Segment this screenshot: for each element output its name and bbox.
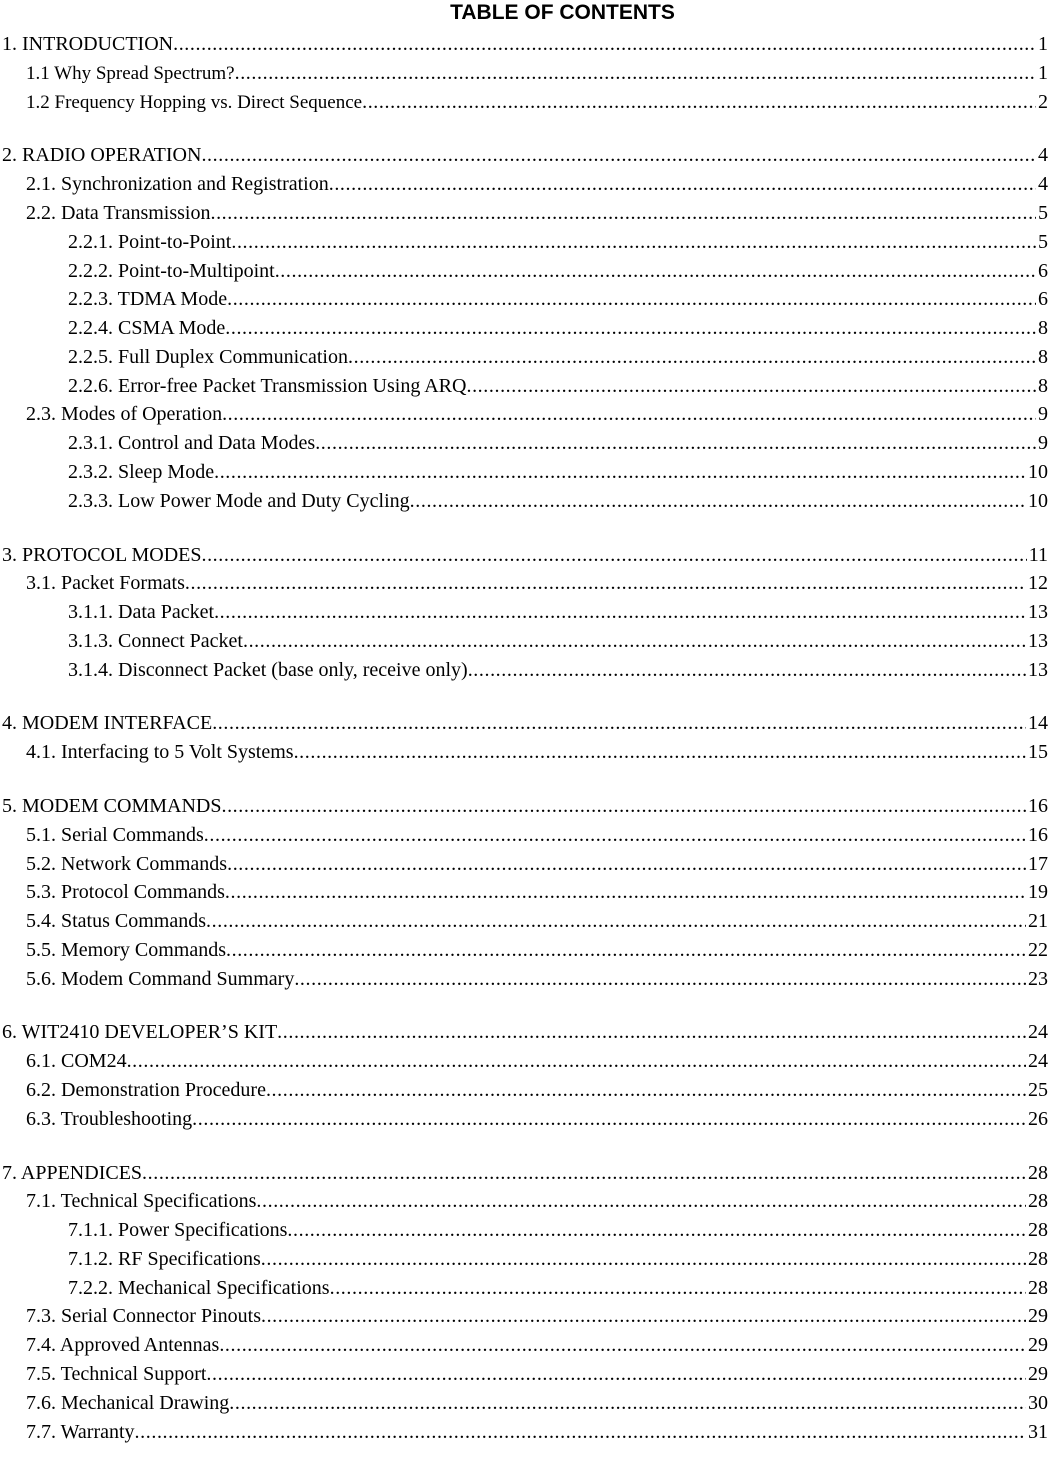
toc-entry-label: 2. RADIO OPERATION bbox=[2, 144, 202, 167]
toc-entry-level-2[interactable] bbox=[26, 907, 1048, 935]
toc-entry-level-1[interactable] bbox=[2, 1018, 1048, 1046]
toc-entry-label: 2.2.4. CSMA Mode bbox=[68, 317, 226, 339]
toc-entry-level-1[interactable] bbox=[2, 1159, 1048, 1187]
dot-leader bbox=[261, 1245, 1026, 1273]
toc-entry-label: 3.1. Packet Formats bbox=[26, 572, 185, 595]
toc-entry-level-3[interactable] bbox=[68, 487, 1048, 515]
toc-entry-level-3[interactable] bbox=[68, 314, 1048, 342]
toc-page-number: 9 bbox=[1038, 432, 1048, 455]
dot-leader bbox=[330, 1274, 1026, 1302]
toc-entry-label: 2.3.3. Low Power Mode and Duty Cycling bbox=[68, 489, 410, 512]
toc-entry-level-3[interactable] bbox=[68, 1216, 1048, 1244]
dot-leader bbox=[201, 541, 1026, 569]
dot-leader bbox=[362, 88, 1036, 116]
toc-entry-label: 2.2.1. Point-to-Point bbox=[68, 230, 232, 253]
toc-entry-level-2[interactable] bbox=[26, 1389, 1048, 1417]
toc-entry-label: 2.2.2. Point-to-Multipoint bbox=[68, 259, 275, 282]
toc-entry-level-2[interactable] bbox=[26, 170, 1048, 198]
toc-entry-label: 2.1. Synchronization and Registration bbox=[26, 173, 329, 196]
dot-leader bbox=[214, 458, 1026, 486]
toc-entry-label: 6.2. Demonstration Procedure bbox=[26, 1079, 266, 1101]
toc-entry-level-3[interactable] bbox=[68, 429, 1048, 457]
toc-entry-label: 2.2.3. TDMA Mode bbox=[68, 288, 228, 311]
toc-entry-label: 1. INTRODUCTION bbox=[2, 33, 174, 55]
toc-entry-level-2[interactable] bbox=[26, 88, 1048, 116]
toc-entry-level-2[interactable] bbox=[26, 850, 1048, 878]
toc-entry-level-2[interactable] bbox=[26, 1418, 1048, 1446]
toc-entry-level-3[interactable] bbox=[68, 627, 1048, 655]
dot-leader bbox=[235, 59, 1036, 87]
toc-entry-label: 7.2.2. Mechanical Specifications bbox=[68, 1276, 330, 1299]
toc-entry-level-1[interactable] bbox=[2, 541, 1048, 569]
toc-page-number: 11 bbox=[1028, 543, 1048, 566]
toc-entry-label: 6. WIT2410 DEVELOPER’S KIT bbox=[2, 1021, 278, 1044]
toc-entry-level-1[interactable] bbox=[2, 709, 1048, 737]
toc-page-number: 28 bbox=[1028, 1190, 1048, 1213]
toc-entry-label: 7.6. Mechanical Drawing bbox=[26, 1391, 230, 1414]
dot-leader bbox=[256, 1187, 1026, 1215]
toc-entry-label: 5.2. Network Commands bbox=[26, 852, 228, 875]
dot-leader bbox=[201, 141, 1036, 169]
toc-entry-level-3[interactable] bbox=[68, 598, 1048, 626]
dot-leader bbox=[231, 228, 1036, 256]
dot-leader bbox=[204, 821, 1026, 849]
toc-entry-label: 4.1. Interfacing to 5 Volt Systems bbox=[26, 741, 294, 764]
toc-page-number: 22 bbox=[1028, 938, 1048, 961]
dot-leader bbox=[468, 656, 1026, 684]
toc-entry-level-2[interactable] bbox=[26, 1331, 1048, 1359]
dot-leader bbox=[221, 792, 1026, 820]
toc-entry-label: 2.3. Modes of Operation bbox=[26, 403, 223, 426]
toc-entry-level-2[interactable] bbox=[26, 1105, 1048, 1133]
toc-entry-level-2[interactable] bbox=[26, 1047, 1048, 1075]
dot-leader bbox=[315, 429, 1036, 457]
dot-leader bbox=[127, 1047, 1026, 1075]
toc-entry-label: 5.1. Serial Commands bbox=[26, 823, 204, 846]
toc-page-number: 16 bbox=[1028, 823, 1048, 846]
toc-entry-level-1[interactable] bbox=[2, 141, 1048, 169]
toc-entry-label: 2.3.2. Sleep Mode bbox=[68, 460, 215, 483]
dot-leader bbox=[294, 965, 1026, 993]
toc-page-number: 15 bbox=[1028, 741, 1048, 764]
toc-entry-label: 7.4. Approved Antennas bbox=[26, 1334, 220, 1357]
toc-entry-label: 7.3. Serial Connector Pinouts bbox=[26, 1305, 261, 1328]
toc-page-number: 9 bbox=[1038, 403, 1048, 426]
toc-entry-level-2[interactable] bbox=[26, 738, 1048, 766]
dot-leader bbox=[135, 1418, 1026, 1446]
toc-entry-level-2[interactable] bbox=[26, 965, 1048, 993]
toc-page-number: 19 bbox=[1028, 881, 1048, 904]
toc-entry-label: 7.5. Technical Support bbox=[26, 1363, 207, 1385]
toc-entry-level-3[interactable] bbox=[68, 458, 1048, 486]
dot-leader bbox=[243, 627, 1026, 655]
toc-entry-label: 4. MODEM INTERFACE bbox=[2, 712, 213, 735]
dot-leader bbox=[294, 738, 1026, 766]
toc-entry-level-2[interactable] bbox=[26, 936, 1048, 964]
toc-page-number: 16 bbox=[1028, 794, 1048, 817]
toc-page-number: 2 bbox=[1038, 90, 1048, 113]
toc-page-number: 28 bbox=[1028, 1161, 1048, 1184]
dot-leader bbox=[329, 170, 1036, 198]
page-title: TABLE OF CONTENTS bbox=[450, 1, 675, 24]
toc-entry-label: 7.1.1. Power Specifications bbox=[68, 1219, 288, 1242]
dot-leader bbox=[227, 285, 1036, 313]
toc-entry-label: 7. APPENDICES bbox=[2, 1161, 143, 1184]
toc-page-number: 13 bbox=[1028, 629, 1048, 652]
toc-entry-label: 2.2.5. Full Duplex Communication bbox=[68, 345, 348, 368]
toc-entry-label: 7.1. Technical Specifications bbox=[26, 1190, 257, 1213]
toc-entry-level-3[interactable] bbox=[68, 228, 1048, 256]
dot-leader bbox=[277, 1018, 1026, 1046]
toc-entry-label: 7.1.2. RF Specifications bbox=[68, 1247, 261, 1270]
toc-page-number: 14 bbox=[1028, 712, 1048, 735]
toc-page-number: 28 bbox=[1028, 1219, 1048, 1242]
toc-page-number: 26 bbox=[1028, 1107, 1048, 1130]
toc-entry-label: 5.3. Protocol Commands bbox=[26, 881, 225, 904]
toc-page-number: 4 bbox=[1038, 144, 1048, 167]
dot-leader bbox=[225, 878, 1026, 906]
toc-entry-label: 6.1. COM24 bbox=[26, 1050, 127, 1073]
dot-leader bbox=[212, 709, 1026, 737]
toc-page-number: 8 bbox=[1038, 345, 1048, 368]
toc-page-number: 30 bbox=[1028, 1391, 1048, 1414]
toc-entry-label: 2.2. Data Transmission bbox=[26, 201, 211, 224]
toc-page-number: 8 bbox=[1038, 374, 1048, 397]
dot-leader bbox=[226, 936, 1026, 964]
dot-leader bbox=[348, 343, 1036, 371]
dot-leader bbox=[466, 372, 1036, 400]
toc-page-number: 1 bbox=[1038, 33, 1048, 55]
dot-leader bbox=[214, 598, 1026, 626]
toc-page-number: 13 bbox=[1028, 658, 1048, 681]
toc-page-number: 10 bbox=[1028, 489, 1048, 512]
toc-entry-label: 5. MODEM COMMANDS bbox=[2, 794, 222, 817]
toc-entry-label: 1.1 Why Spread Spectrum? bbox=[26, 62, 235, 84]
toc-page-number: 29 bbox=[1028, 1305, 1048, 1328]
dot-leader bbox=[206, 1360, 1026, 1388]
toc-entry-level-3[interactable] bbox=[68, 1274, 1048, 1302]
toc-entry-level-2[interactable] bbox=[26, 199, 1048, 227]
toc-page-number: 28 bbox=[1028, 1276, 1048, 1299]
dot-leader bbox=[219, 1331, 1026, 1359]
toc-entry-level-2[interactable] bbox=[26, 569, 1048, 597]
toc-entry-level-2[interactable] bbox=[26, 1360, 1048, 1388]
toc-entry-level-1[interactable] bbox=[2, 792, 1048, 820]
toc-entry-level-2[interactable] bbox=[26, 1302, 1048, 1330]
dot-leader bbox=[229, 1389, 1026, 1417]
toc-page-number: 5 bbox=[1038, 230, 1048, 253]
dot-leader bbox=[185, 569, 1026, 597]
toc-page-number: 6 bbox=[1038, 288, 1048, 311]
toc-entry-level-2[interactable] bbox=[26, 878, 1048, 906]
toc-entry-label: 6.3. Troubleshooting bbox=[26, 1107, 193, 1130]
toc-entry-level-2[interactable] bbox=[26, 1187, 1048, 1215]
toc-page-number: 29 bbox=[1028, 1334, 1048, 1357]
toc-page-number: 12 bbox=[1028, 572, 1048, 595]
dot-leader bbox=[225, 314, 1036, 342]
dot-leader bbox=[173, 30, 1036, 58]
toc-entry-label: 3.1.1. Data Packet bbox=[68, 601, 215, 623]
toc-page-number: 4 bbox=[1038, 173, 1048, 196]
toc-entry-label: 2.3.1. Control and Data Modes bbox=[68, 432, 316, 455]
toc-page-number: 24 bbox=[1028, 1021, 1048, 1044]
dot-leader bbox=[222, 400, 1036, 428]
toc-entry-level-3[interactable] bbox=[68, 285, 1048, 313]
toc-entry-label: 1.2 Frequency Hopping vs. Direct Sequence bbox=[26, 91, 363, 113]
toc-entry-level-2[interactable] bbox=[26, 1076, 1048, 1104]
dot-leader bbox=[142, 1159, 1026, 1187]
toc-entry-level-2[interactable] bbox=[26, 59, 1048, 87]
toc-page-number: 1 bbox=[1038, 61, 1048, 84]
toc-entry-label: 3.1.3. Connect Packet bbox=[68, 629, 243, 652]
toc-entry-label: 5.5. Memory Commands bbox=[26, 938, 226, 961]
toc-page-number: 29 bbox=[1028, 1363, 1048, 1385]
toc-entry-level-1[interactable] bbox=[2, 30, 1048, 58]
toc-page-number: 17 bbox=[1028, 852, 1048, 875]
dot-leader bbox=[266, 1076, 1026, 1104]
toc-page-number: 23 bbox=[1028, 967, 1048, 990]
toc-page-number: 5 bbox=[1038, 201, 1048, 224]
dot-leader bbox=[206, 907, 1026, 935]
toc-entry-level-3[interactable] bbox=[68, 656, 1048, 684]
dot-leader bbox=[275, 257, 1036, 285]
toc-entry-label: 5.6. Modem Command Summary bbox=[26, 967, 295, 990]
toc-page-number: 28 bbox=[1028, 1247, 1048, 1270]
dot-leader bbox=[210, 199, 1036, 227]
dot-leader bbox=[410, 487, 1026, 515]
dot-leader bbox=[261, 1302, 1026, 1330]
toc-page-number: 6 bbox=[1038, 259, 1048, 282]
toc-entry-label: 5.4. Status Commands bbox=[26, 910, 207, 933]
toc-page-number: 24 bbox=[1028, 1050, 1048, 1073]
toc-entry-level-3[interactable] bbox=[68, 1245, 1048, 1273]
toc-entry-label: 7.7. Warranty bbox=[26, 1420, 135, 1443]
toc-page-number: 31 bbox=[1028, 1420, 1048, 1443]
toc-page-number: 8 bbox=[1038, 317, 1048, 339]
toc-entry-label: 3.1.4. Disconnect Packet (base only, receive only) bbox=[68, 658, 468, 681]
toc-page-number: 25 bbox=[1028, 1079, 1048, 1101]
dot-leader bbox=[227, 850, 1026, 878]
toc-entry-level-2[interactable] bbox=[26, 400, 1048, 428]
dot-leader bbox=[192, 1105, 1026, 1133]
toc-entry-level-3[interactable] bbox=[68, 372, 1048, 400]
toc-page-number: 10 bbox=[1028, 460, 1048, 483]
toc-entry-label: 3. PROTOCOL MODES bbox=[2, 543, 202, 566]
toc-entry-level-3[interactable] bbox=[68, 257, 1048, 285]
toc-page-number: 21 bbox=[1028, 910, 1048, 933]
toc-entry-label: 2.2.6. Error-free Packet Transmission Using ARQ bbox=[68, 374, 467, 397]
toc-entry-level-2[interactable] bbox=[26, 821, 1048, 849]
dot-leader bbox=[287, 1216, 1026, 1244]
toc-page-number: 13 bbox=[1028, 601, 1048, 623]
toc-entry-level-3[interactable] bbox=[68, 343, 1048, 371]
